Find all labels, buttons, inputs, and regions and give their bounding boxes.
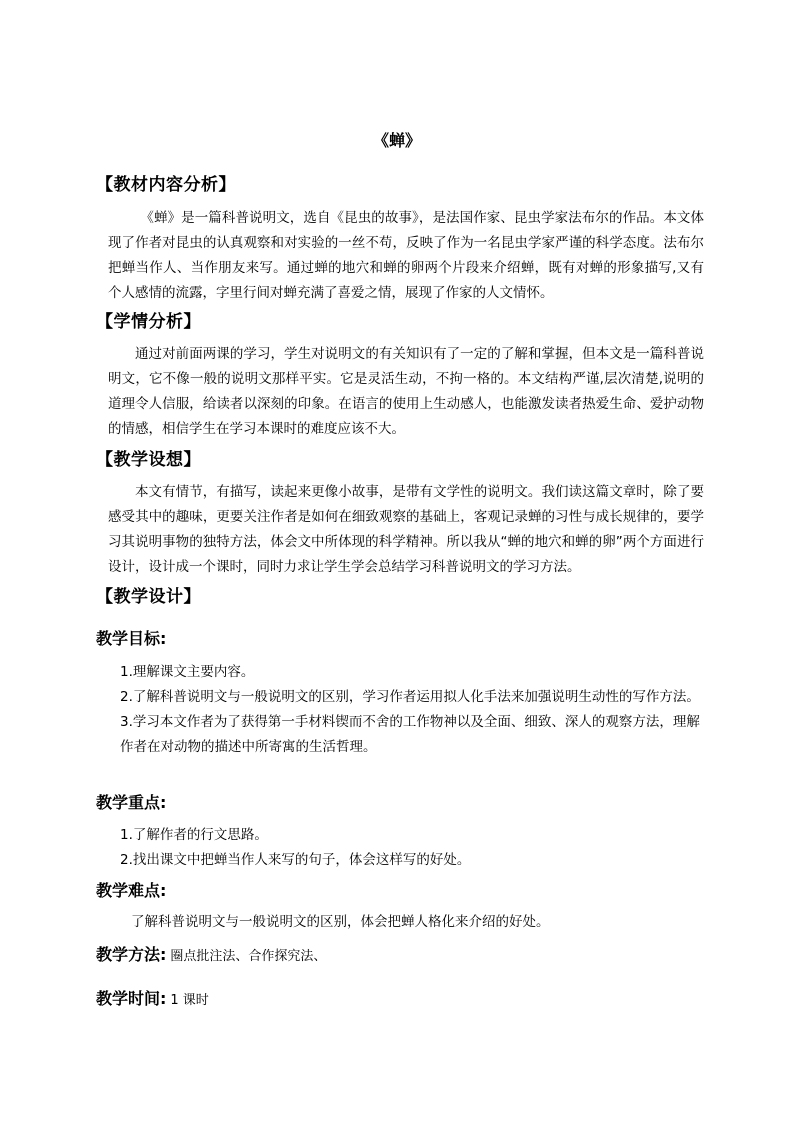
row-teaching-method [96, 942, 326, 965]
list-key-points [120, 823, 704, 873]
heading-teaching-time: 教学时间: [96, 989, 167, 1008]
list-item: 3.学习本文作者为了获得第一手材料锲而不舍的工作物神以及全面、细致、深人的观察方法，理解作者在对动物的描述中所寄寓的生活哲理。 [120, 714, 700, 755]
list-item: 1.了解作者的行文思路。 [120, 827, 268, 843]
list-item: 1.理解课文主要内容。 [120, 664, 255, 680]
paragraph-student-analysis: 通过对前面两课的学习，学生对说明文的有关知识有了一定的了解和掌握，但本文是一篇科普说明文，它不像一般的说明文那样平实。它是灵活生动，不拘一格的。本文结构严谨,层次清楚,说明的道理令人信服，给读者以深刻的印象。在语言的使用上生动感人，也能激发读者热爱生命、爱护动物的情感，相信学生在学习本课时的难度应该不大。 [108, 346, 704, 437]
heading-difficulty: 教学难点: [96, 881, 167, 900]
heading-teaching-method: 教学方法: [96, 945, 167, 964]
paragraph-teaching-idea: 本文有情节，有描写，读起来更像小故事，是带有文学性的说明文。我们读这篇文章时，除了要感受其中的趣味，更要关注作者是如何在细致观察的基础上，客观记录蝉的习性与成长规律的，要学习其说明事物的独特方法，体会文中所体现的科学精神。所以我从“蝉的地穴和蝉的卵”两个方面进行设计，设计成一个课时，同时力求让学生学会总结学习科普说明文的学习方法。 [108, 484, 704, 575]
heading-student-analysis: 【学情分析】 [96, 312, 201, 332]
row-teaching-time [96, 986, 209, 1009]
paragraph-material-analysis: 《蝉》是一篇科普说明文，选自《昆虫的故事》，是法国作家、昆虫学家法布尔的作品。本文体现了作者对昆虫的认真观察和对实验的一丝不苟，反映了作为一名昆虫学家严谨的科学态度。法布尔把蝉当作人、当作朋友来写。通过蝉的地穴和蝉的卵两个片段来介绍蝉，既有对蝉的形象描写,又有个人感情的流露，字里行间对蝉充满了喜爱之情，展现了作家的人文情怀。 [108, 210, 704, 301]
heading-teaching-goals: 教学目标: [96, 629, 167, 648]
value-teaching-method: 圈点批注法、合作探究法、 [170, 949, 327, 964]
list-teaching-goals [120, 660, 704, 760]
list-item: 2.找出课文中把蝉当作人来写的句子，体会这样写的好处。 [120, 852, 471, 868]
document-title: 《蝉》 [372, 131, 421, 150]
heading-material-analysis: 【教材内容分析】 [96, 175, 236, 195]
value-teaching-time: 1 课时 [170, 993, 209, 1008]
heading-key-points: 教学重点: [96, 793, 167, 812]
paragraph-difficulty: 了解科普说明文与一般说明文的区别，体会把蝉人格化来介绍的好处。 [131, 914, 550, 930]
list-item: 2.了解科普说明文与一般说明文的区别，学习作者运用拟人化手法来加强说明生动性的写作方法。 [120, 689, 700, 705]
heading-teaching-idea: 【教学设想】 [96, 450, 201, 470]
heading-teaching-design: 【教学设计】 [96, 587, 201, 607]
